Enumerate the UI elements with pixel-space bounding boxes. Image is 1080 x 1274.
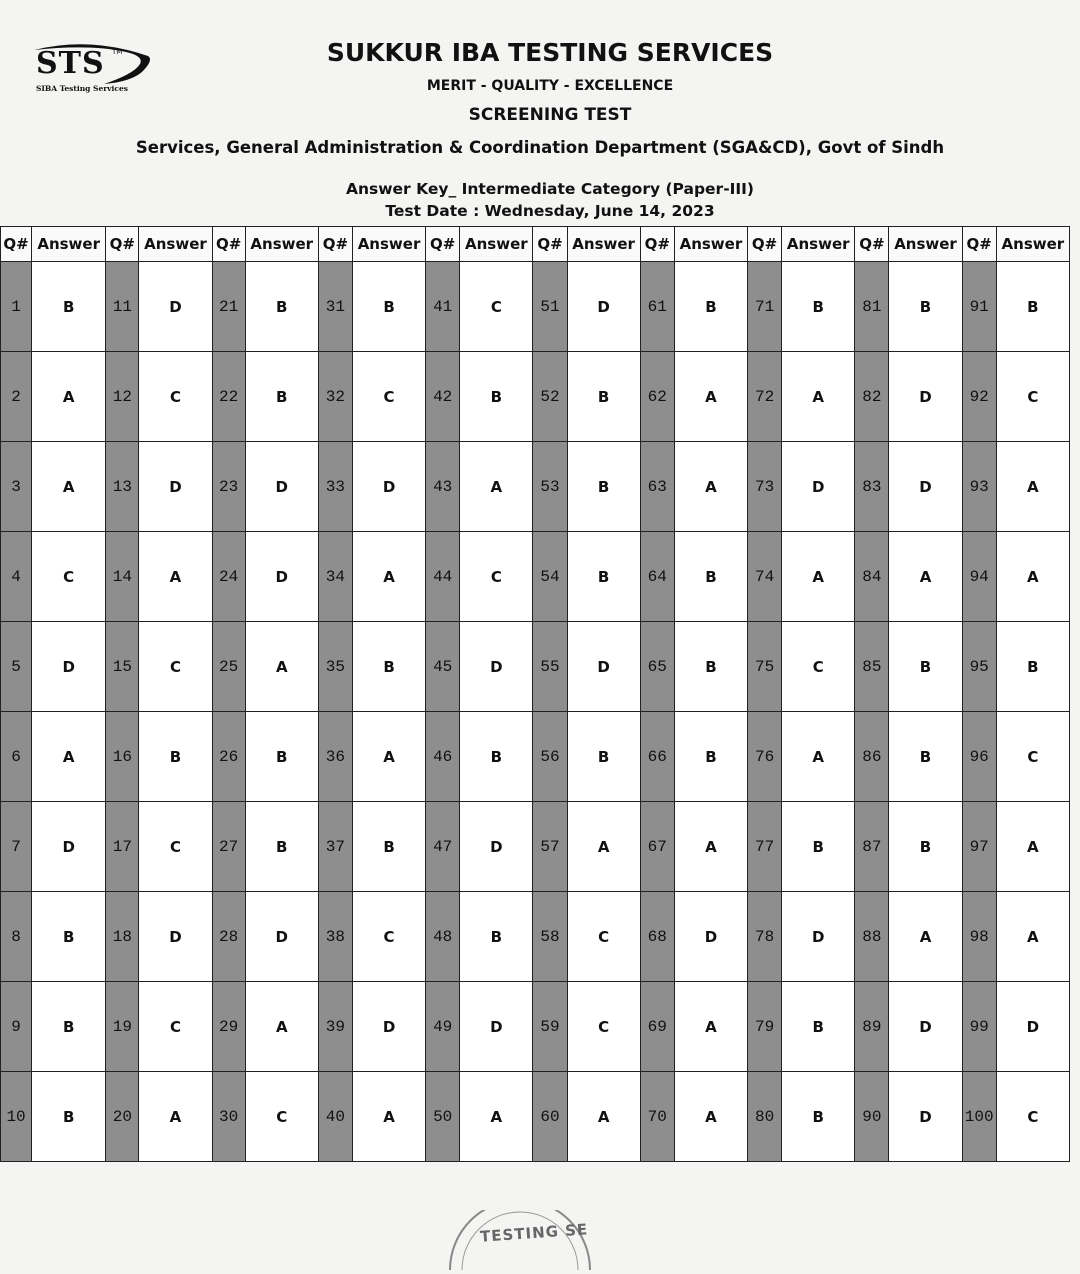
logo-trademark: TM bbox=[112, 48, 123, 56]
table-row bbox=[1, 622, 1070, 712]
table-row bbox=[1, 352, 1070, 442]
question-number: 96 bbox=[962, 712, 996, 802]
q-number-header: Q# bbox=[962, 227, 996, 262]
answer-cell: C bbox=[245, 1072, 318, 1162]
question-number: 13 bbox=[106, 442, 139, 532]
answer-cell: B bbox=[32, 1072, 106, 1162]
question-number: 29 bbox=[212, 982, 245, 1072]
question-number: 57 bbox=[533, 802, 567, 892]
answer-cell: D bbox=[996, 982, 1069, 1072]
question-number: 9 bbox=[1, 982, 32, 1072]
q-number-header: Q# bbox=[426, 227, 460, 262]
question-number: 78 bbox=[748, 892, 782, 982]
answer-cell: B bbox=[782, 262, 855, 352]
answer-header: Answer bbox=[996, 227, 1069, 262]
answer-cell: D bbox=[460, 982, 533, 1072]
table-header-row bbox=[1, 227, 1070, 262]
answer-header: Answer bbox=[139, 227, 212, 262]
answer-cell: A bbox=[139, 1072, 212, 1162]
answer-cell: B bbox=[460, 892, 533, 982]
q-number-header: Q# bbox=[533, 227, 567, 262]
question-number: 43 bbox=[426, 442, 460, 532]
answer-cell: D bbox=[352, 442, 425, 532]
question-number: 2 bbox=[1, 352, 32, 442]
question-number: 48 bbox=[426, 892, 460, 982]
answer-cell: D bbox=[245, 442, 318, 532]
answer-header: Answer bbox=[889, 227, 962, 262]
question-number: 56 bbox=[533, 712, 567, 802]
answer-cell: C bbox=[782, 622, 855, 712]
answer-cell: A bbox=[782, 712, 855, 802]
question-number: 51 bbox=[533, 262, 567, 352]
answer-cell: D bbox=[139, 262, 212, 352]
answer-cell: D bbox=[139, 892, 212, 982]
question-number: 88 bbox=[855, 892, 889, 982]
answer-cell: A bbox=[996, 442, 1069, 532]
answer-cell: D bbox=[460, 802, 533, 892]
answer-cell: B bbox=[889, 712, 962, 802]
question-number: 69 bbox=[640, 982, 674, 1072]
answer-cell: D bbox=[782, 892, 855, 982]
answer-cell: D bbox=[674, 892, 747, 982]
question-number: 66 bbox=[640, 712, 674, 802]
question-number: 22 bbox=[212, 352, 245, 442]
answer-cell: D bbox=[889, 352, 962, 442]
answer-cell: D bbox=[352, 982, 425, 1072]
answer-cell: B bbox=[32, 892, 106, 982]
question-number: 91 bbox=[962, 262, 996, 352]
answer-cell: A bbox=[139, 532, 212, 622]
answer-cell: B bbox=[32, 262, 106, 352]
answer-cell: B bbox=[889, 622, 962, 712]
question-number: 18 bbox=[106, 892, 139, 982]
answer-cell: A bbox=[32, 442, 106, 532]
logo-subtitle: SIBA Testing Services bbox=[36, 84, 128, 93]
answer-cell: D bbox=[567, 262, 640, 352]
answer-cell: C bbox=[139, 352, 212, 442]
question-number: 81 bbox=[855, 262, 889, 352]
answer-cell: D bbox=[889, 1072, 962, 1162]
q-number-header: Q# bbox=[318, 227, 352, 262]
answer-cell: D bbox=[245, 532, 318, 622]
question-number: 60 bbox=[533, 1072, 567, 1162]
question-number: 39 bbox=[318, 982, 352, 1072]
question-number: 25 bbox=[212, 622, 245, 712]
question-number: 45 bbox=[426, 622, 460, 712]
answer-cell: A bbox=[567, 1072, 640, 1162]
question-number: 37 bbox=[318, 802, 352, 892]
question-number: 68 bbox=[640, 892, 674, 982]
answer-header: Answer bbox=[567, 227, 640, 262]
question-number: 6 bbox=[1, 712, 32, 802]
answer-cell: C bbox=[32, 532, 106, 622]
question-number: 64 bbox=[640, 532, 674, 622]
answer-cell: D bbox=[32, 622, 106, 712]
answer-cell: C bbox=[996, 1072, 1069, 1162]
answer-cell: A bbox=[352, 1072, 425, 1162]
seal-text: TESTING SE bbox=[479, 1220, 589, 1246]
question-number: 30 bbox=[212, 1072, 245, 1162]
answer-cell: D bbox=[782, 442, 855, 532]
question-number: 4 bbox=[1, 532, 32, 622]
answer-cell: B bbox=[674, 622, 747, 712]
question-number: 11 bbox=[106, 262, 139, 352]
question-number: 36 bbox=[318, 712, 352, 802]
q-number-header: Q# bbox=[1, 227, 32, 262]
question-number: 86 bbox=[855, 712, 889, 802]
answer-cell: C bbox=[139, 802, 212, 892]
question-number: 72 bbox=[748, 352, 782, 442]
question-number: 28 bbox=[212, 892, 245, 982]
answer-cell: D bbox=[567, 622, 640, 712]
question-number: 35 bbox=[318, 622, 352, 712]
question-number: 23 bbox=[212, 442, 245, 532]
answer-cell: D bbox=[32, 802, 106, 892]
answer-cell: B bbox=[996, 622, 1069, 712]
answer-cell: A bbox=[996, 532, 1069, 622]
answer-cell: D bbox=[460, 622, 533, 712]
question-number: 73 bbox=[748, 442, 782, 532]
question-number: 46 bbox=[426, 712, 460, 802]
question-number: 79 bbox=[748, 982, 782, 1072]
organization-title: SUKKUR IBA TESTING SERVICES bbox=[326, 38, 774, 67]
question-number: 53 bbox=[533, 442, 567, 532]
question-number: 10 bbox=[1, 1072, 32, 1162]
answer-cell: B bbox=[782, 1072, 855, 1162]
answer-cell: D bbox=[889, 982, 962, 1072]
question-number: 8 bbox=[1, 892, 32, 982]
answer-cell: A bbox=[889, 892, 962, 982]
answer-cell: A bbox=[674, 802, 747, 892]
answer-cell: A bbox=[889, 532, 962, 622]
question-number: 89 bbox=[855, 982, 889, 1072]
question-number: 99 bbox=[962, 982, 996, 1072]
q-number-header: Q# bbox=[855, 227, 889, 262]
answer-cell: A bbox=[674, 982, 747, 1072]
question-number: 90 bbox=[855, 1072, 889, 1162]
question-number: 14 bbox=[106, 532, 139, 622]
answer-cell: A bbox=[460, 442, 533, 532]
question-number: 97 bbox=[962, 802, 996, 892]
question-number: 95 bbox=[962, 622, 996, 712]
question-number: 98 bbox=[962, 892, 996, 982]
answer-cell: B bbox=[460, 712, 533, 802]
question-number: 49 bbox=[426, 982, 460, 1072]
answer-cell: A bbox=[674, 1072, 747, 1162]
question-number: 67 bbox=[640, 802, 674, 892]
answer-header: Answer bbox=[782, 227, 855, 262]
answer-cell: C bbox=[139, 622, 212, 712]
answer-header: Answer bbox=[674, 227, 747, 262]
answer-cell: B bbox=[139, 712, 212, 802]
question-number: 54 bbox=[533, 532, 567, 622]
table-row bbox=[1, 982, 1070, 1072]
answer-cell: A bbox=[996, 802, 1069, 892]
question-number: 76 bbox=[748, 712, 782, 802]
answer-cell: C bbox=[996, 352, 1069, 442]
answer-cell: A bbox=[782, 352, 855, 442]
answer-header: Answer bbox=[245, 227, 318, 262]
answer-cell: D bbox=[889, 442, 962, 532]
question-number: 33 bbox=[318, 442, 352, 532]
question-number: 77 bbox=[748, 802, 782, 892]
question-number: 58 bbox=[533, 892, 567, 982]
answer-cell: B bbox=[567, 442, 640, 532]
answer-cell: B bbox=[782, 802, 855, 892]
table-row bbox=[1, 802, 1070, 892]
question-number: 61 bbox=[640, 262, 674, 352]
answer-header: Answer bbox=[32, 227, 106, 262]
answer-cell: C bbox=[996, 712, 1069, 802]
answer-cell: B bbox=[32, 982, 106, 1072]
question-number: 84 bbox=[855, 532, 889, 622]
test-name: SCREENING TEST bbox=[468, 105, 632, 125]
answer-cell: A bbox=[782, 532, 855, 622]
question-number: 7 bbox=[1, 802, 32, 892]
question-number: 50 bbox=[426, 1072, 460, 1162]
question-number: 31 bbox=[318, 262, 352, 352]
question-number: 5 bbox=[1, 622, 32, 712]
answer-cell: B bbox=[567, 352, 640, 442]
question-number: 59 bbox=[533, 982, 567, 1072]
answer-cell: B bbox=[674, 712, 747, 802]
answer-cell: B bbox=[352, 802, 425, 892]
question-number: 32 bbox=[318, 352, 352, 442]
answer-cell: A bbox=[352, 532, 425, 622]
question-number: 94 bbox=[962, 532, 996, 622]
question-number: 12 bbox=[106, 352, 139, 442]
question-number: 71 bbox=[748, 262, 782, 352]
answer-cell: A bbox=[674, 442, 747, 532]
question-number: 75 bbox=[748, 622, 782, 712]
answer-cell: C bbox=[352, 892, 425, 982]
answer-cell: C bbox=[567, 982, 640, 1072]
question-number: 19 bbox=[106, 982, 139, 1072]
motto: MERIT - QUALITY - EXCELLENCE bbox=[426, 78, 674, 94]
answer-cell: A bbox=[32, 352, 106, 442]
question-number: 40 bbox=[318, 1072, 352, 1162]
answer-cell: B bbox=[889, 262, 962, 352]
answer-cell: B bbox=[245, 352, 318, 442]
question-number: 1 bbox=[1, 262, 32, 352]
question-number: 65 bbox=[640, 622, 674, 712]
answer-cell: A bbox=[352, 712, 425, 802]
answer-cell: B bbox=[245, 712, 318, 802]
answer-cell: B bbox=[567, 712, 640, 802]
question-number: 92 bbox=[962, 352, 996, 442]
question-number: 83 bbox=[855, 442, 889, 532]
question-number: 100 bbox=[962, 1072, 996, 1162]
answer-cell: C bbox=[352, 352, 425, 442]
answer-cell: B bbox=[245, 802, 318, 892]
question-number: 55 bbox=[533, 622, 567, 712]
department-line: Services, General Administration & Coordination Department (SGA&CD), Govt of Sindh bbox=[135, 138, 945, 157]
table-row bbox=[1, 892, 1070, 982]
question-number: 3 bbox=[1, 442, 32, 532]
answer-cell: A bbox=[567, 802, 640, 892]
q-number-header: Q# bbox=[640, 227, 674, 262]
answer-cell: C bbox=[567, 892, 640, 982]
question-number: 26 bbox=[212, 712, 245, 802]
stamp-seal bbox=[430, 1210, 610, 1270]
answer-cell: C bbox=[460, 262, 533, 352]
question-number: 52 bbox=[533, 352, 567, 442]
question-number: 70 bbox=[640, 1072, 674, 1162]
question-number: 85 bbox=[855, 622, 889, 712]
table-row bbox=[1, 1072, 1070, 1162]
question-number: 74 bbox=[748, 532, 782, 622]
answer-cell: B bbox=[889, 802, 962, 892]
question-number: 93 bbox=[962, 442, 996, 532]
answer-cell: B bbox=[782, 982, 855, 1072]
question-number: 80 bbox=[748, 1072, 782, 1162]
question-number: 16 bbox=[106, 712, 139, 802]
answer-cell: A bbox=[674, 352, 747, 442]
question-number: 63 bbox=[640, 442, 674, 532]
answer-cell: A bbox=[245, 982, 318, 1072]
question-number: 20 bbox=[106, 1072, 139, 1162]
question-number: 47 bbox=[426, 802, 460, 892]
answer-cell: B bbox=[674, 532, 747, 622]
answer-header: Answer bbox=[352, 227, 425, 262]
answer-key-title: Answer Key_ Intermediate Category (Paper-III) bbox=[345, 180, 755, 198]
table-row bbox=[1, 442, 1070, 532]
answer-cell: B bbox=[460, 352, 533, 442]
q-number-header: Q# bbox=[748, 227, 782, 262]
question-number: 21 bbox=[212, 262, 245, 352]
answer-cell: A bbox=[460, 1072, 533, 1162]
question-number: 15 bbox=[106, 622, 139, 712]
answer-cell: D bbox=[245, 892, 318, 982]
table-row bbox=[1, 712, 1070, 802]
question-number: 62 bbox=[640, 352, 674, 442]
answer-cell: C bbox=[139, 982, 212, 1072]
question-number: 17 bbox=[106, 802, 139, 892]
question-number: 34 bbox=[318, 532, 352, 622]
answer-cell: D bbox=[139, 442, 212, 532]
answer-key-table bbox=[0, 226, 1070, 1162]
answer-cell: B bbox=[567, 532, 640, 622]
question-number: 87 bbox=[855, 802, 889, 892]
answer-cell: A bbox=[32, 712, 106, 802]
answer-cell: B bbox=[996, 262, 1069, 352]
answer-cell: B bbox=[245, 262, 318, 352]
table-row bbox=[1, 262, 1070, 352]
test-date: Test Date : Wednesday, June 14, 2023 bbox=[385, 202, 715, 220]
answer-cell: A bbox=[996, 892, 1069, 982]
table-row bbox=[1, 532, 1070, 622]
answer-header: Answer bbox=[460, 227, 533, 262]
answer-cell: B bbox=[352, 262, 425, 352]
answer-cell: A bbox=[245, 622, 318, 712]
question-number: 24 bbox=[212, 532, 245, 622]
answer-cell: C bbox=[460, 532, 533, 622]
answer-cell: B bbox=[674, 262, 747, 352]
question-number: 44 bbox=[426, 532, 460, 622]
answer-cell: B bbox=[352, 622, 425, 712]
question-number: 38 bbox=[318, 892, 352, 982]
question-number: 82 bbox=[855, 352, 889, 442]
question-number: 42 bbox=[426, 352, 460, 442]
q-number-header: Q# bbox=[212, 227, 245, 262]
question-number: 41 bbox=[426, 262, 460, 352]
question-number: 27 bbox=[212, 802, 245, 892]
logo-text: STS bbox=[36, 46, 105, 81]
q-number-header: Q# bbox=[106, 227, 139, 262]
